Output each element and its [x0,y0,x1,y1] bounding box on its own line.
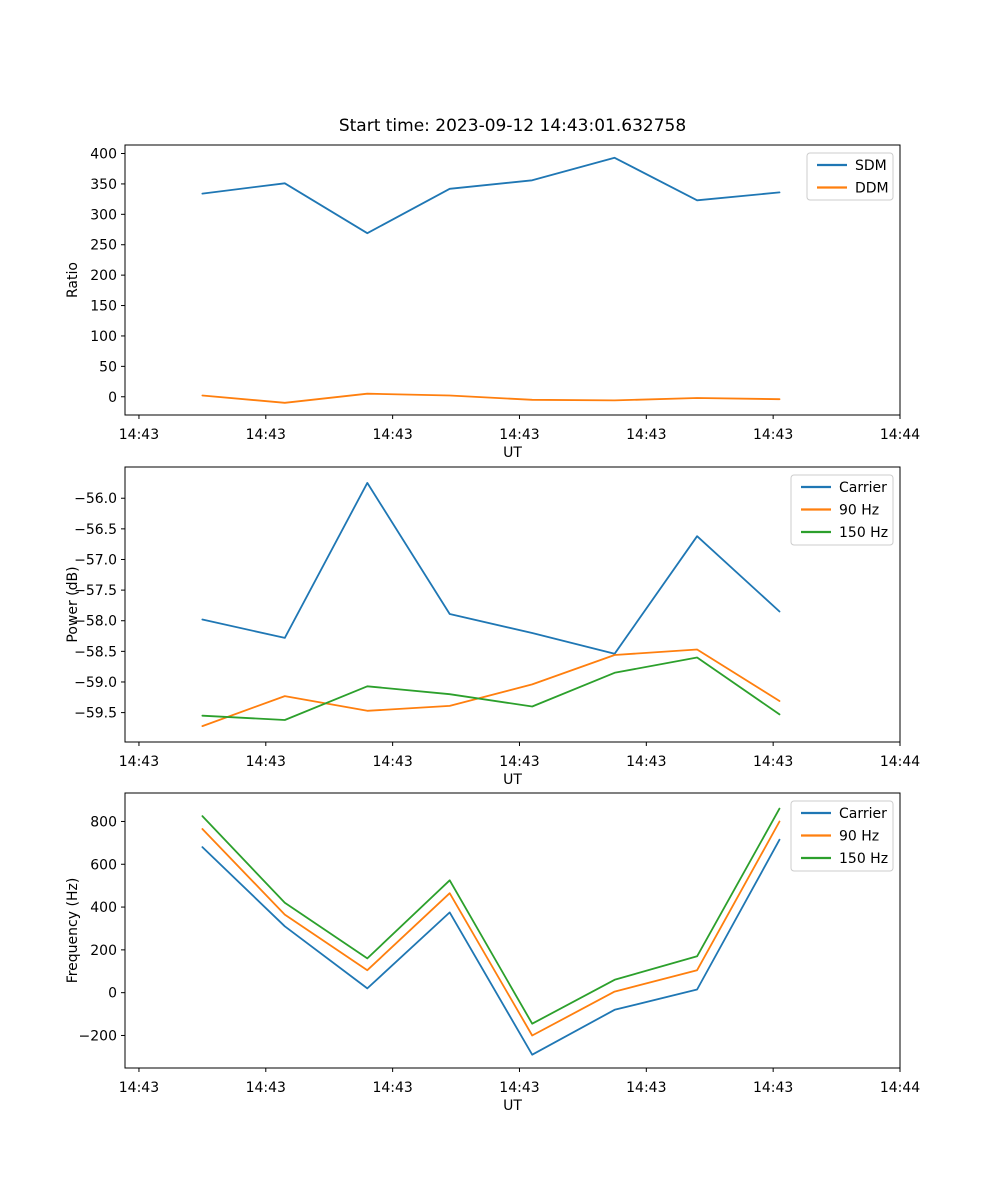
y-tick-label: −59.5 [74,705,117,722]
legend-label-carrier: Carrier [839,480,887,496]
x-tick-label: 14:43 [118,1080,160,1096]
y-tick-label: −58.5 [74,644,117,661]
y-tick-label: 400 [90,146,117,163]
chart-ratio [0,0,1000,460]
y-tick-label: 350 [90,176,117,193]
x-tick-label: 14:43 [752,754,794,770]
legend-label-150-hz: 150 Hz [839,851,889,867]
y-tick-label: −59.0 [74,674,117,691]
x-tick-label: 14:43 [372,1080,413,1096]
x-tick-label: 14:43 [118,754,160,770]
series-line-ddm [202,394,779,403]
chart-power [0,460,1000,790]
y-tick-label: 100 [90,328,117,345]
x-tick-label: 14:43 [499,1080,540,1096]
legend-label-ddm: DDM [855,180,889,197]
y-tick-label: 200 [90,268,117,285]
y-axis-label: Ratio [65,262,81,298]
y-tick-label: 200 [90,942,117,959]
legend-label-90-hz: 90 Hz [839,502,880,519]
y-axis-label: Frequency (Hz) [65,877,81,984]
series-line-carrier [202,483,779,654]
plot-area [125,793,900,1068]
plot-area [125,145,900,415]
y-tick-label: 150 [90,298,117,315]
series-line-90-hz [202,650,779,727]
y-axis-label: Power (dB) [65,566,81,643]
x-tick-label: 14:43 [372,427,413,443]
y-tick-label: 250 [90,237,117,254]
x-tick-label: 14:43 [626,1080,667,1096]
legend-label-150-hz: 150 Hz [839,525,889,541]
series-line-150-hz [202,658,779,721]
y-tick-label: 800 [90,814,117,831]
legend-label-sdm: SDM [855,158,887,174]
y-tick-label: −56.5 [74,521,117,538]
x-tick-label: 14:43 [752,427,794,443]
x-tick-label: 14:43 [245,427,286,443]
y-tick-label: 600 [90,857,117,874]
y-tick-label: 50 [99,359,117,376]
y-tick-label: −58.0 [74,613,117,630]
legend-label-90-hz: 90 Hz [839,828,880,845]
plot-area [125,467,900,742]
y-tick-label: −57.5 [74,583,117,600]
x-tick-label: 14:43 [118,427,160,443]
y-tick-label: −56.0 [74,491,117,508]
x-tick-label: 14:44 [879,427,921,443]
x-tick-label: 14:43 [752,1080,794,1096]
series-line-sdm [202,158,779,233]
x-tick-label: 14:44 [879,754,921,770]
x-tick-label: 14:43 [372,754,413,770]
x-tick-label: 14:43 [626,427,667,443]
y-tick-label: −200 [78,1028,117,1045]
y-tick-label: 400 [90,900,117,917]
y-tick-label: −57.0 [74,552,117,569]
series-line-carrier [202,840,779,1055]
x-tick-label: 14:43 [626,754,667,770]
x-axis-label: UT [503,445,522,460]
x-tick-label: 14:43 [245,754,286,770]
y-tick-label: 300 [90,207,117,224]
figure-title: Start time: 2023-09-12 14:43:01.632758 [338,116,687,136]
x-tick-label: 14:44 [879,1080,921,1096]
chart-frequency [0,790,1000,1200]
x-tick-label: 14:43 [499,427,540,443]
y-tick-label: 0 [108,985,117,1002]
x-tick-label: 14:43 [499,754,540,770]
y-tick-label: 0 [108,389,117,406]
x-tick-label: 14:43 [245,1080,286,1096]
legend-label-carrier: Carrier [839,806,887,822]
x-axis-label: UT [503,1098,522,1114]
x-axis-label: UT [503,772,522,788]
